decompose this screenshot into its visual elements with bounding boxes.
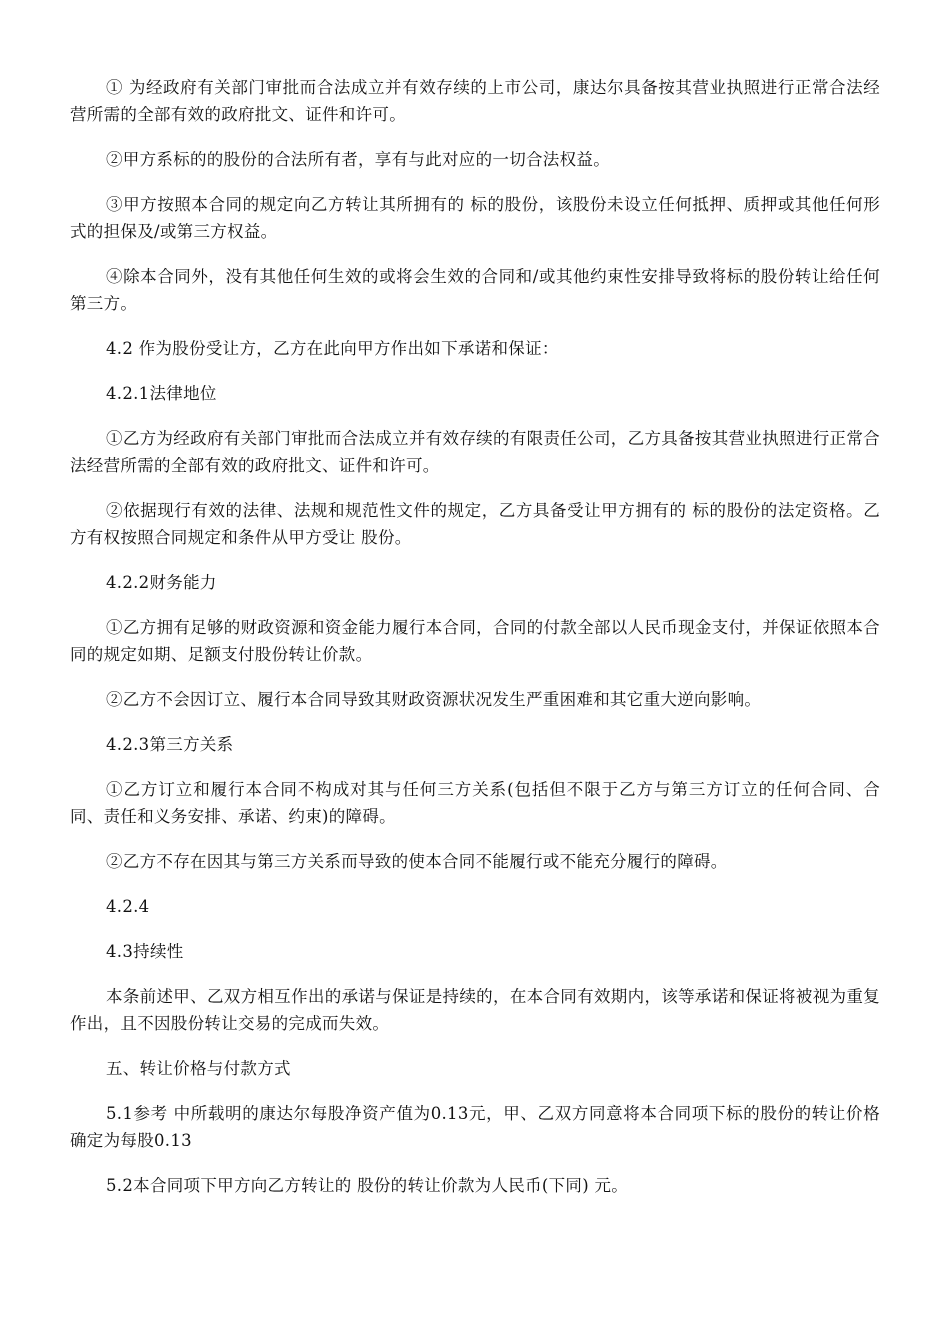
section-heading-4-2: 4.2 作为股份受让方，乙方在此向甲方作出如下承诺和保证：: [106, 339, 559, 358]
paragraph-8: ②依据现行有效的法律、法规和规范性文件的规定，乙方具备受让甲方拥有的 标的股份的法定资格。乙方有权按照合同规定和条件从甲方受让 股份。: [70, 501, 880, 547]
subheading-4-2-1: 4.2.1法律地位: [106, 384, 217, 403]
paragraph-3: ③甲方按照本合同的规定向乙方转让其所拥有的 标的股份，该股份未设立任何抵押、质押或其他任何形式的担保及/或第三方权益。: [70, 195, 880, 241]
subheading-4-2-4: 4.2.4: [106, 897, 150, 916]
paragraph-4: ④除本合同外，没有其他任何生效的或将会生效的合同和/或其他约束性安排导致将标的股份转让给任何第三方。: [70, 267, 880, 313]
paragraph-10: ①乙方拥有足够的财政资源和资金能力履行本合同，合同的付款全部以人民币现金支付，并保证依照本合同的规定如期、足额支付股份转让价款。: [70, 618, 880, 664]
paragraph-7: ①乙方为经政府有关部门审批而合法成立并有效存续的有限责任公司，乙方具备按其营业执照进行正常合法经营所需的全部有效的政府批文、证件和许可。: [70, 429, 880, 475]
paragraph-1: ① 为经政府有关部门审批而合法成立并有效存续的上市公司，康达尔具备按其营业执照进行正常合法经营所需的全部有效的政府批文、证件和许可。: [70, 78, 880, 124]
subheading-4-2-3: 4.2.3第三方关系: [106, 735, 234, 754]
paragraph-11: ②乙方不会因订立、履行本合同导致其财政资源状况发生严重困难和其它重大逆向影响。: [106, 690, 762, 709]
paragraph-5-1: 5.1参考 中所载明的康达尔每股净资产值为0.13元，甲、乙双方同意将本合同项下标的股份的转让价格确定为每股0.13: [70, 1104, 880, 1150]
paragraph-5-2: 5.2本合同项下甲方向乙方转让的 股份的转让价款为人民币(下同) 元。: [106, 1176, 629, 1195]
paragraph-13: ①乙方订立和履行本合同不构成对其与任何三方关系(包括但不限于乙方与第三方订立的任何合同、合同、责任和义务安排、承诺、约束)的障碍。: [70, 780, 880, 826]
paragraph-2: ②甲方系标的的股份的合法所有者，享有与此对应的一切合法权益。: [106, 150, 610, 169]
paragraph-17: 本条前述甲、乙双方相互作出的承诺与保证是持续的，在本合同有效期内，该等承诺和保证将被视为重复作出，且不因股份转让交易的完成而失效。: [70, 987, 880, 1033]
paragraph-14: ②乙方不存在因其与第三方关系而导致的使本合同不能履行或不能充分履行的障碍。: [106, 852, 728, 871]
subheading-4-2-2: 4.2.2财务能力: [106, 573, 217, 592]
section-heading-4-3: 4.3持续性: [106, 942, 184, 961]
chapter-heading-5: 五、转让价格与付款方式: [106, 1059, 291, 1078]
